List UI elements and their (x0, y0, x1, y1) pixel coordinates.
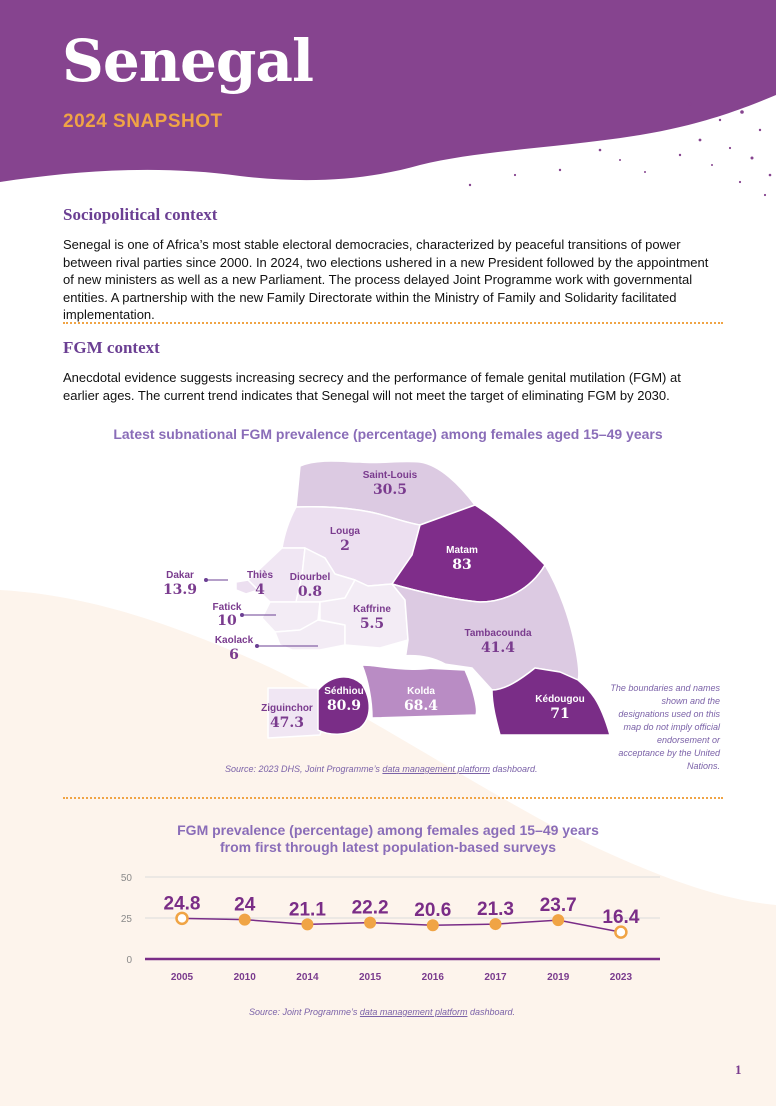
region-value-kedougou: 71 (550, 706, 570, 722)
data-point (427, 920, 438, 931)
region-name-tambacounda: Tambacounda (464, 628, 532, 639)
region-value-kaffrine: 5.5 (359, 616, 385, 632)
map-title: Latest subnational FGM prevalence (percentage) among females aged 15–49 years (113, 426, 663, 442)
region-name-kaolack: Kaolack (214, 635, 254, 646)
data-label: 23.7 (539, 895, 577, 917)
sociopolitical-heading: Sociopolitical context (63, 205, 218, 224)
data-point (615, 927, 626, 938)
data-point (553, 915, 564, 926)
trend-title-line1: FGM prevalence (percentage) among females aged 15–49 years (177, 822, 599, 838)
region-value-kolda: 68.4 (403, 698, 439, 714)
x-tick-label: 2005 (170, 972, 194, 983)
section-divider (63, 797, 723, 799)
trend-source-prefix: Source: Joint Programme’s (249, 1007, 360, 1017)
snapshot-subtitle: 2024 SNAPSHOT (63, 111, 223, 132)
data-point (177, 913, 188, 924)
data-point (239, 914, 250, 925)
region-value-tambacounda: 41.4 (480, 640, 516, 656)
trend-title-line2: from first through latest population-based surveys (219, 839, 557, 855)
region-value-matam: 83 (452, 557, 472, 573)
x-tick-label: 2016 (421, 972, 444, 983)
map-source (225, 764, 538, 774)
region-name-diourbel: Diourbel (289, 572, 331, 583)
data-point (490, 919, 501, 930)
x-tick-label: 2019 (547, 972, 570, 983)
region-value-saint-louis: 30.5 (372, 482, 408, 498)
region-name-fatick: Fatick (212, 602, 242, 613)
data-point (365, 917, 376, 928)
trend-source-suffix: dashboard. (467, 1007, 515, 1017)
trend-source (249, 1007, 515, 1017)
region-value-kaolack: 6 (229, 647, 239, 663)
region-value-ziguinchor: 47.3 (269, 715, 305, 731)
page-title: Senegal (62, 27, 314, 95)
data-label: 22.2 (351, 897, 389, 919)
data-label: 24.8 (163, 893, 201, 915)
region-name-kaffrine: Kaffrine (353, 604, 391, 615)
x-tick-label: 2015 (358, 972, 382, 983)
region-value-sedhiou: 80.9 (326, 698, 362, 714)
region-name-dakar: Dakar (166, 570, 194, 581)
region-name-louga: Louga (330, 526, 360, 537)
trend-chart-title (0, 822, 776, 856)
x-tick-label: 2017 (484, 972, 507, 983)
region-value-dakar: 13.9 (162, 582, 198, 598)
map-source-link[interactable]: data management platform (382, 764, 490, 774)
map-source-suffix: dashboard. (489, 764, 538, 774)
data-label: 24 (234, 894, 256, 916)
region-value-diourbel: 0.8 (297, 584, 323, 600)
region-name-sedhiou: Sédhiou (324, 686, 364, 697)
region-value-fatick: 10 (217, 613, 237, 629)
map-source-prefix: Source: 2023 DHS, Joint Programme’s (225, 764, 383, 774)
trend-source-link[interactable]: data management platform (359, 1007, 468, 1017)
x-tick-label: 2014 (296, 972, 319, 983)
region-name-thies: Thiès (246, 570, 274, 581)
page-number: 1 (735, 1062, 742, 1077)
region-name-matam: Matam (446, 545, 478, 556)
data-label: 21.1 (288, 899, 326, 921)
trend-line-chart (0, 860, 776, 990)
y-tick-label: 50 (120, 873, 132, 884)
region-value-thies: 4 (255, 582, 265, 598)
region-name-kolda: Kolda (407, 686, 435, 697)
region-name-saint-louis: Saint-Louis (362, 470, 418, 481)
x-tick-label: 2023 (609, 972, 633, 983)
x-tick-label: 2010 (233, 972, 256, 983)
region-name-ziguinchor: Ziguinchor (261, 703, 313, 714)
data-label: 20.6 (414, 900, 452, 922)
data-label: 21.3 (477, 899, 514, 921)
sociopolitical-text: Senegal is one of Africa’s most stable electoral democracies, characterized by peaceful transitions of power between rival parties since 2000. In 2024, two elections ushered in a new President followed by the appointment of new ministers as well as a new Parliament. The process delayed Joint Programme work with governmental entities. A partnership with the new Family Directorate within the Ministry of Family and Solidarity facilitated implementation. (63, 237, 709, 323)
y-tick-label: 0 (126, 955, 132, 966)
map-disclaimer: The boundaries and names shown and the designations used on this map do not imply official endorsement or acceptance by the United Nations. (610, 683, 720, 771)
region-value-louga: 2 (340, 538, 350, 554)
data-label: 16.4 (602, 907, 640, 929)
data-point (302, 919, 313, 930)
fgm-heading: FGM context (63, 338, 160, 357)
fgm-text: Anecdotal evidence suggests increasing secrecy and the performance of female genital mutilation (FGM) at earlier ages. The current trend indicates that Senegal will not meet the target of eliminating FGM by 2030. (63, 370, 681, 403)
y-tick-label: 25 (120, 914, 132, 925)
region-name-kedougou: Kédougou (535, 694, 585, 705)
